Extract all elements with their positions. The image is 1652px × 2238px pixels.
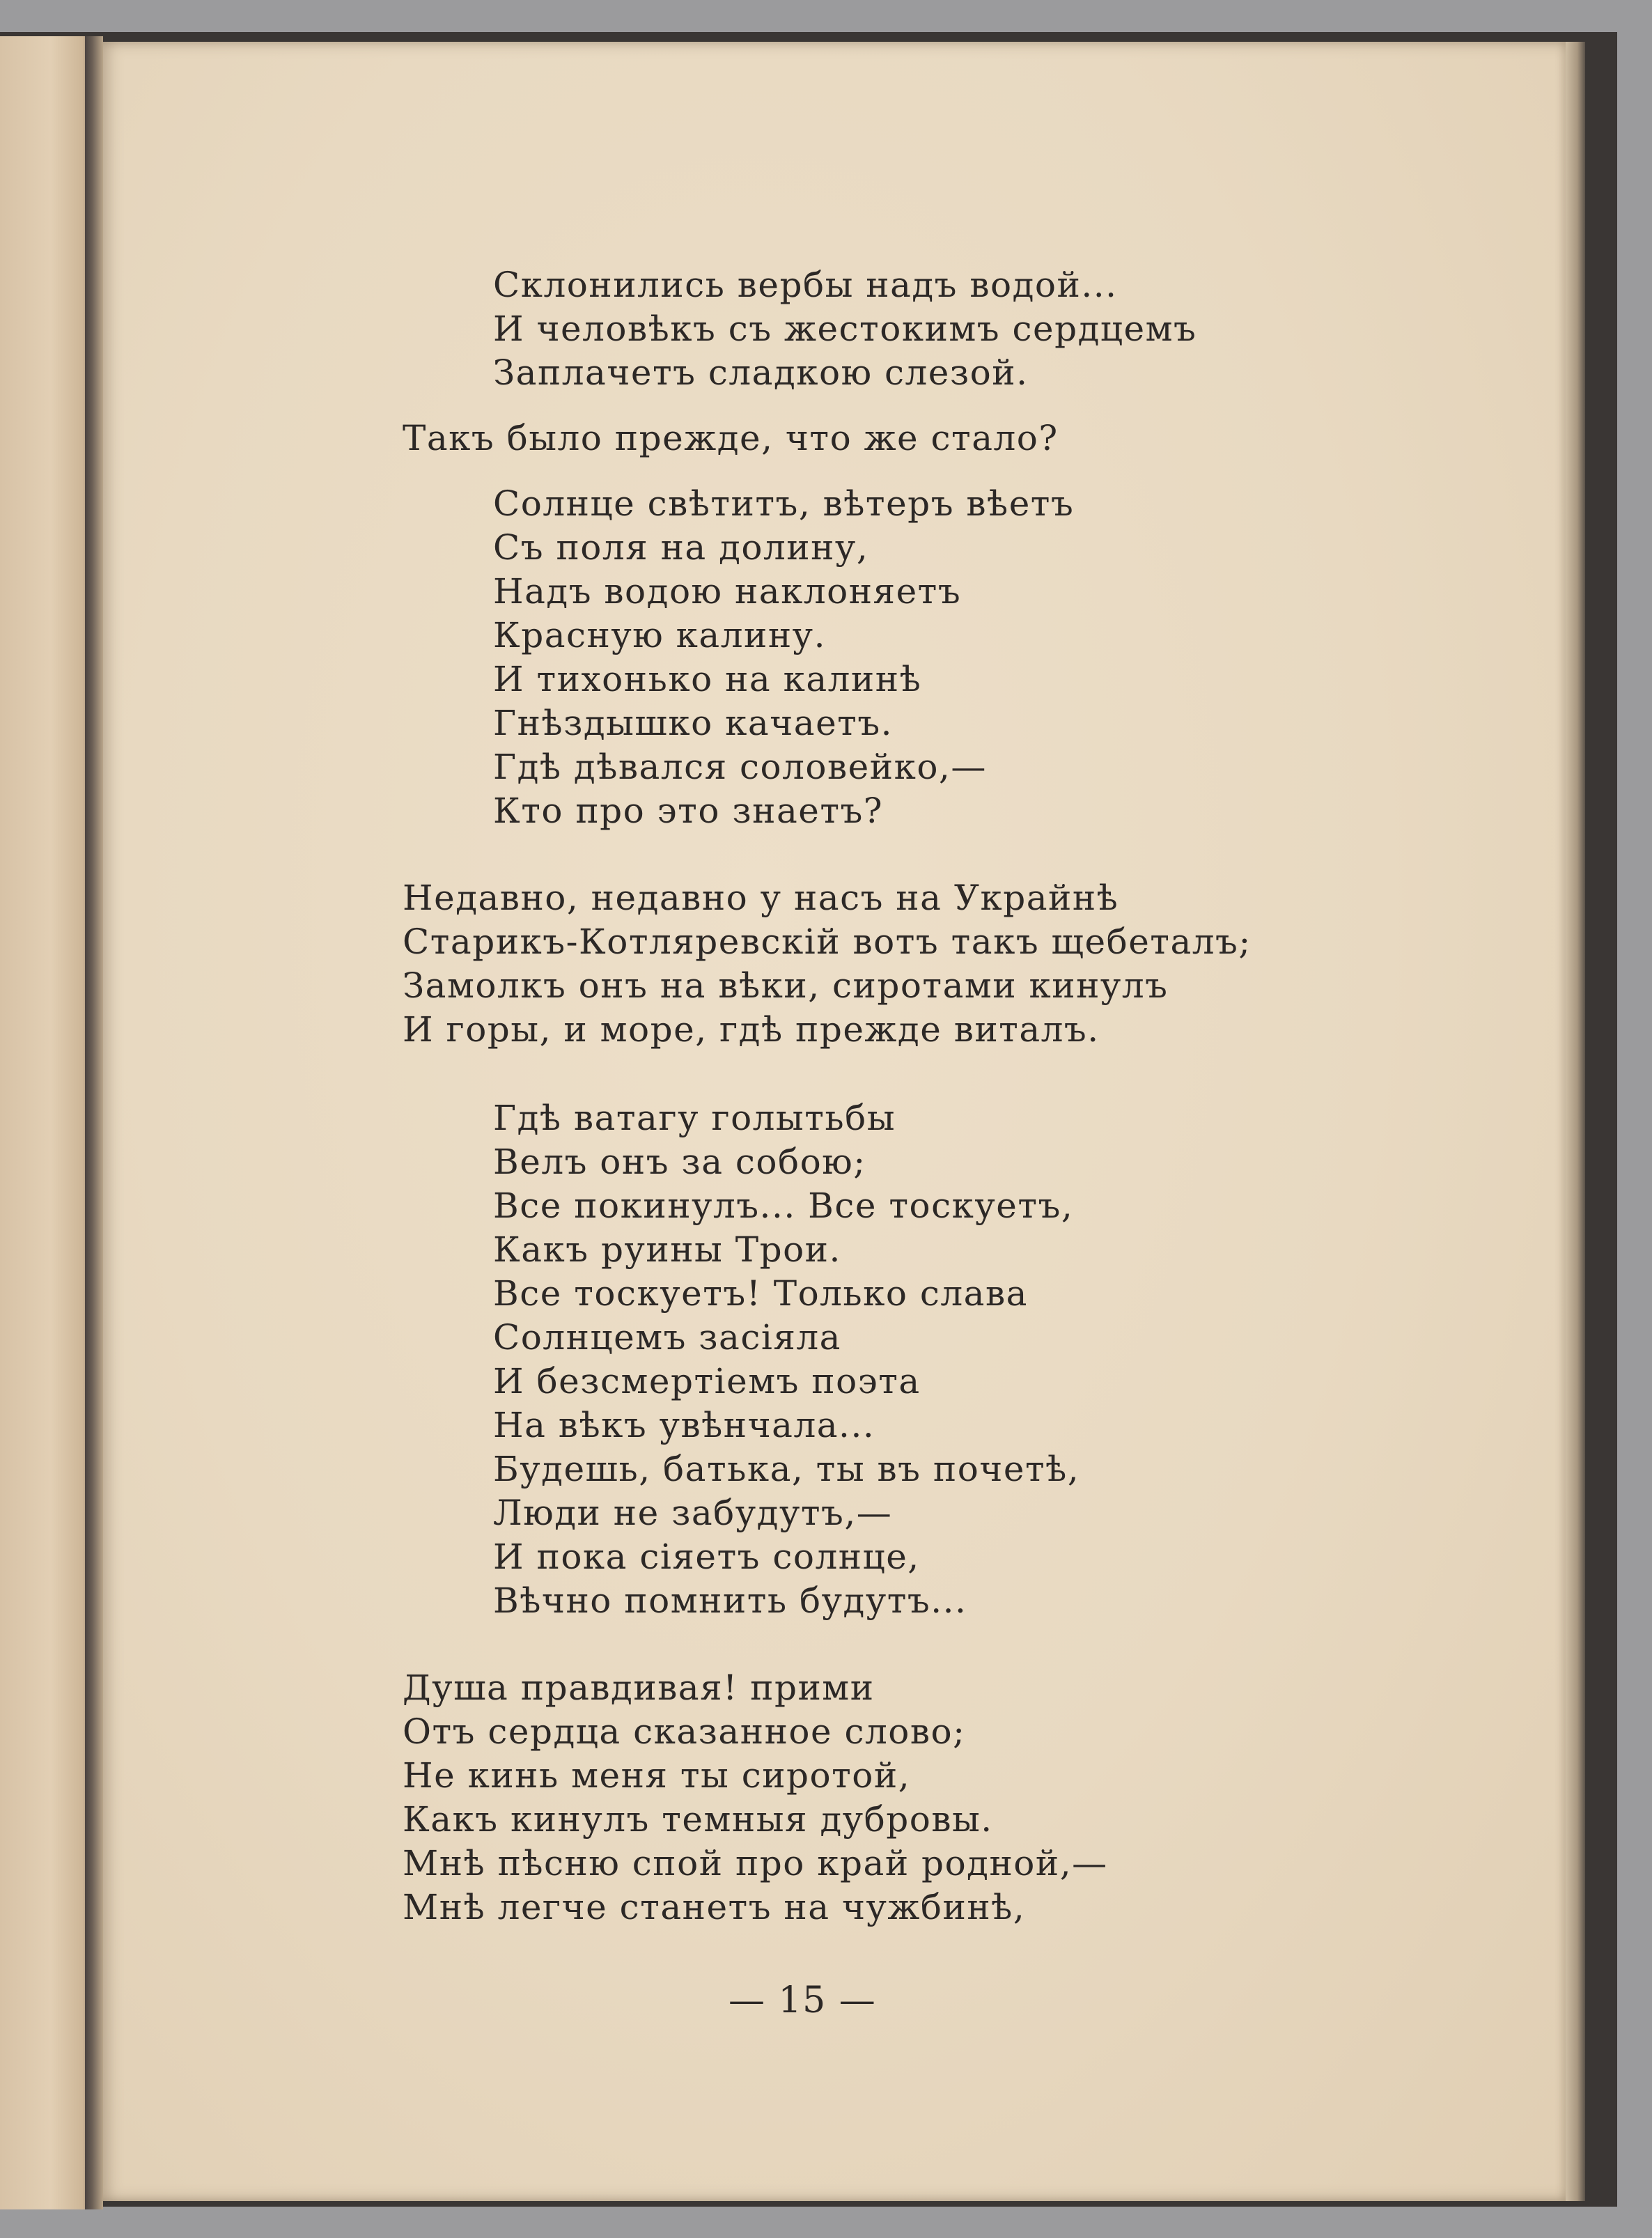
poem-line: Красную калину. — [493, 615, 826, 655]
poem-line: И пока сіяетъ солнце, — [493, 1537, 920, 1577]
poem-line: Солнцемъ засіяла — [493, 1317, 841, 1358]
poem-line: Надъ водою наклоняетъ — [493, 571, 962, 612]
poem-line: Гдѣ ватагу голытьбы — [493, 1098, 896, 1138]
poem-line: Недавно, недавно у насъ на Украйнѣ — [403, 878, 1119, 918]
poem-line: Солнце свѣтитъ, вѣтеръ вѣетъ — [493, 483, 1075, 524]
poem-line: И горы, и море, гдѣ прежде виталъ. — [403, 1009, 1100, 1050]
poem-line: Велъ онъ за собою; — [493, 1142, 866, 1182]
poem-line: Не кинь меня ты сиротой, — [403, 1755, 911, 1796]
poem-line: И безсмертіемъ поэта — [493, 1361, 921, 1401]
poem-line: Замолкъ онъ на вѣки, сиротами кинулъ — [403, 965, 1169, 1006]
poem-line: Душа правдивая! прими — [403, 1668, 875, 1708]
poem-line: Заплачетъ сладкою слезой. — [493, 352, 1029, 393]
poem-line: Гнѣздышко качаетъ. — [493, 703, 894, 743]
poem-line: Вѣчно помнить будутъ... — [493, 1580, 967, 1621]
poem-line: На вѣкъ увѣнчала... — [493, 1405, 875, 1445]
poem-line: Съ поля на долину, — [493, 527, 869, 568]
poem-line: Будешь, батька, ты въ почетѣ, — [493, 1449, 1080, 1489]
poem-line: Все покинулъ... Все тоскуетъ, — [493, 1186, 1074, 1226]
poem-line: Все тоскуетъ! Только слава — [493, 1273, 1028, 1314]
poem-line: Мнѣ пѣсню спой про край родной,— — [403, 1843, 1108, 1883]
poem-line: Кто про это знаетъ? — [493, 791, 884, 831]
page-number: — 15 — — [728, 1980, 877, 2021]
poem-line: Отъ сердца сказанное слово; — [403, 1711, 966, 1752]
poem-line: Склонились вербы надъ водой... — [493, 265, 1118, 305]
poem-line: Какъ руины Трои. — [493, 1229, 841, 1270]
poem-line: И человѣкъ съ жестокимъ сердцемъ — [493, 309, 1197, 349]
poem-line: Такъ было прежде, что же стало? — [403, 418, 1059, 458]
poem-line: И тихонько на калинѣ — [493, 659, 922, 699]
poem-line: Старикъ-Котляревскій вотъ такъ щебеталъ; — [403, 922, 1252, 962]
poem-line: Мнѣ легче станетъ на чужбинѣ, — [403, 1887, 1026, 1927]
poem-line: Люди не забудутъ,— — [493, 1493, 893, 1533]
poem-line: Какъ кинулъ темныя дубровы. — [403, 1799, 993, 1840]
poem-line: Гдѣ дѣвался соловейко,— — [493, 747, 987, 787]
